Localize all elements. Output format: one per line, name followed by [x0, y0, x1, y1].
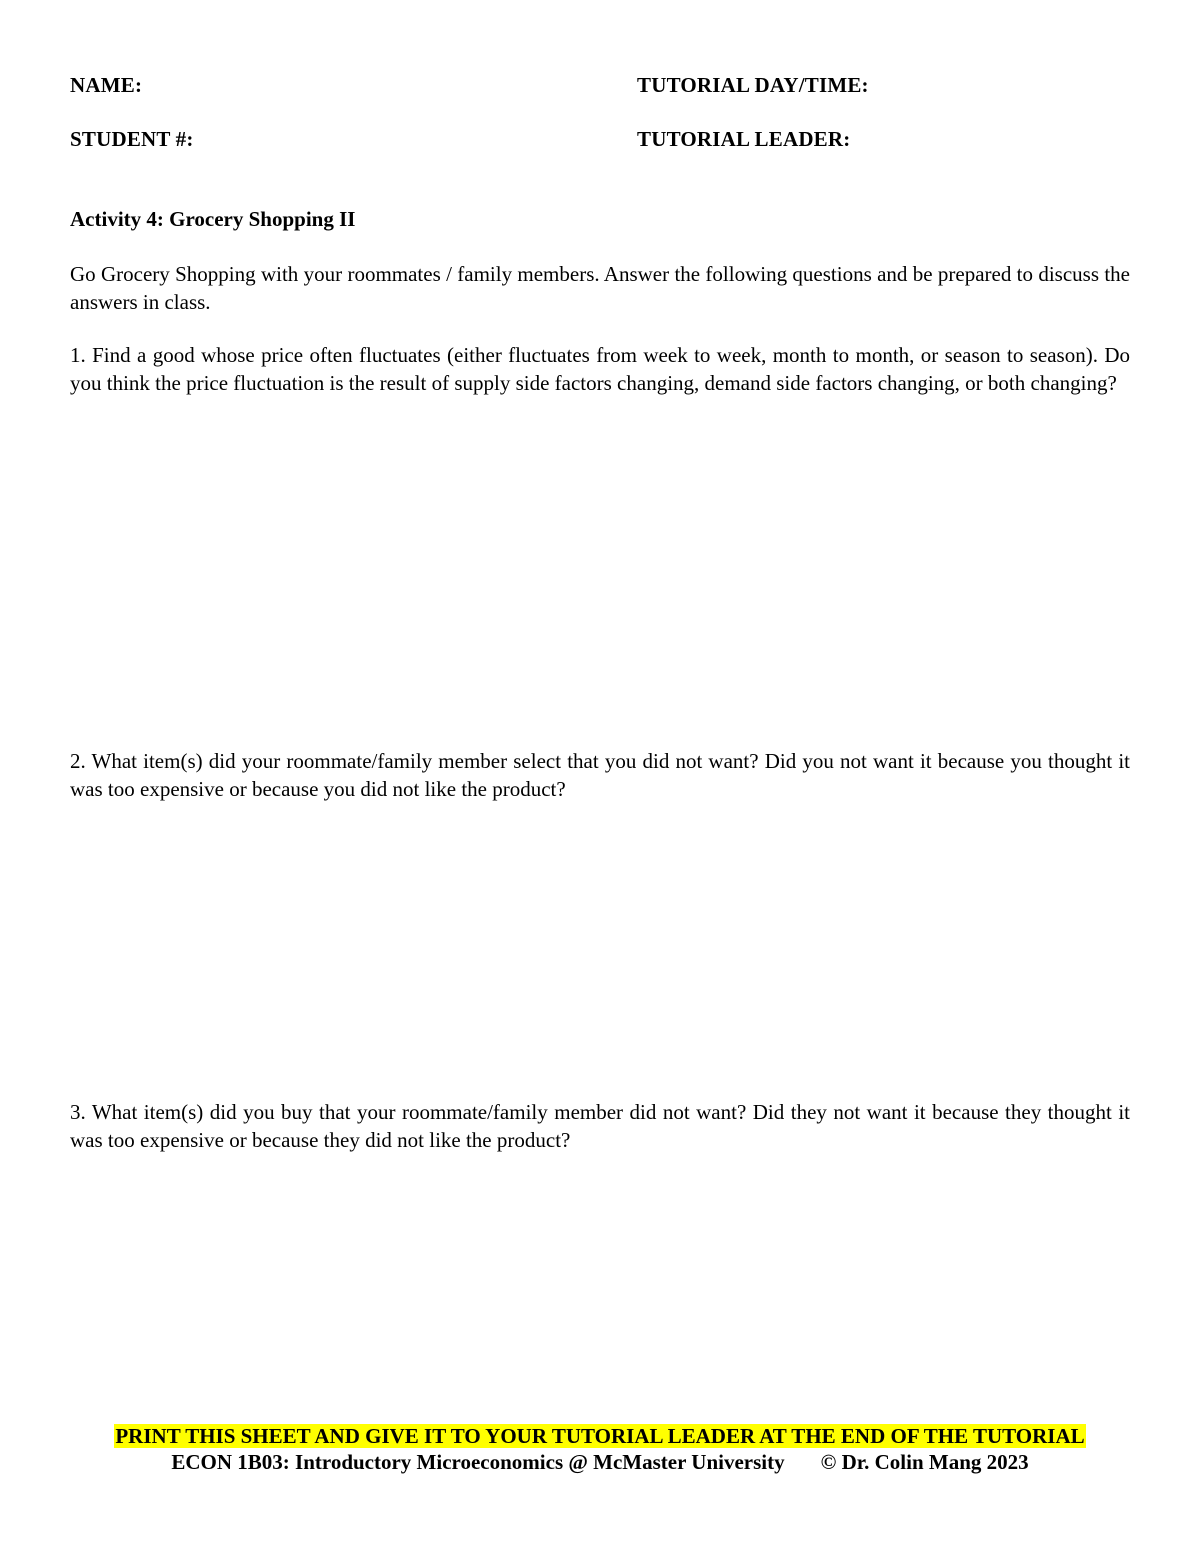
question-3: 3. What item(s) did you buy that your roommate/family member did not want? Did they not want it because they thought it was too expensive or because they did not like the product?	[70, 1100, 1130, 1152]
course-title: ECON 1B03: Introductory Microeconomics @ McMaster University	[171, 1450, 785, 1474]
footer-notice-line	[0, 1424, 1200, 1449]
tutorial-day-time-label: TUTORIAL DAY/TIME:	[637, 73, 869, 97]
activity-title: Activity 4: Grocery Shopping II	[70, 207, 356, 231]
name-label: NAME:	[70, 73, 143, 97]
activity-intro: Go Grocery Shopping with your roommates / family members. Answer the following questions and be prepared to discuss the answers in class.	[70, 262, 1130, 314]
print-notice: PRINT THIS SHEET AND GIVE IT TO YOUR TUTORIAL LEADER AT THE END OF THE TUTORIAL	[115, 1424, 1085, 1448]
copyright-notice: © Dr. Colin Mang 2023	[820, 1450, 1029, 1474]
footer-credit-line	[0, 1450, 1200, 1475]
question-2: 2. What item(s) did your roommate/family member select that you did not want? Did you not want it because you thought it was too expensive or because you did not like the product?	[70, 749, 1130, 801]
student-number-label: STUDENT #:	[70, 127, 194, 151]
tutorial-leader-label: TUTORIAL LEADER:	[637, 127, 851, 151]
question-1: 1. Find a good whose price often fluctuates (either fluctuates from week to week, month to month, or season to season). Do you think the price fluctuation is the result of supply side factors changing, demand side factors changing, or both changing?	[70, 343, 1130, 395]
